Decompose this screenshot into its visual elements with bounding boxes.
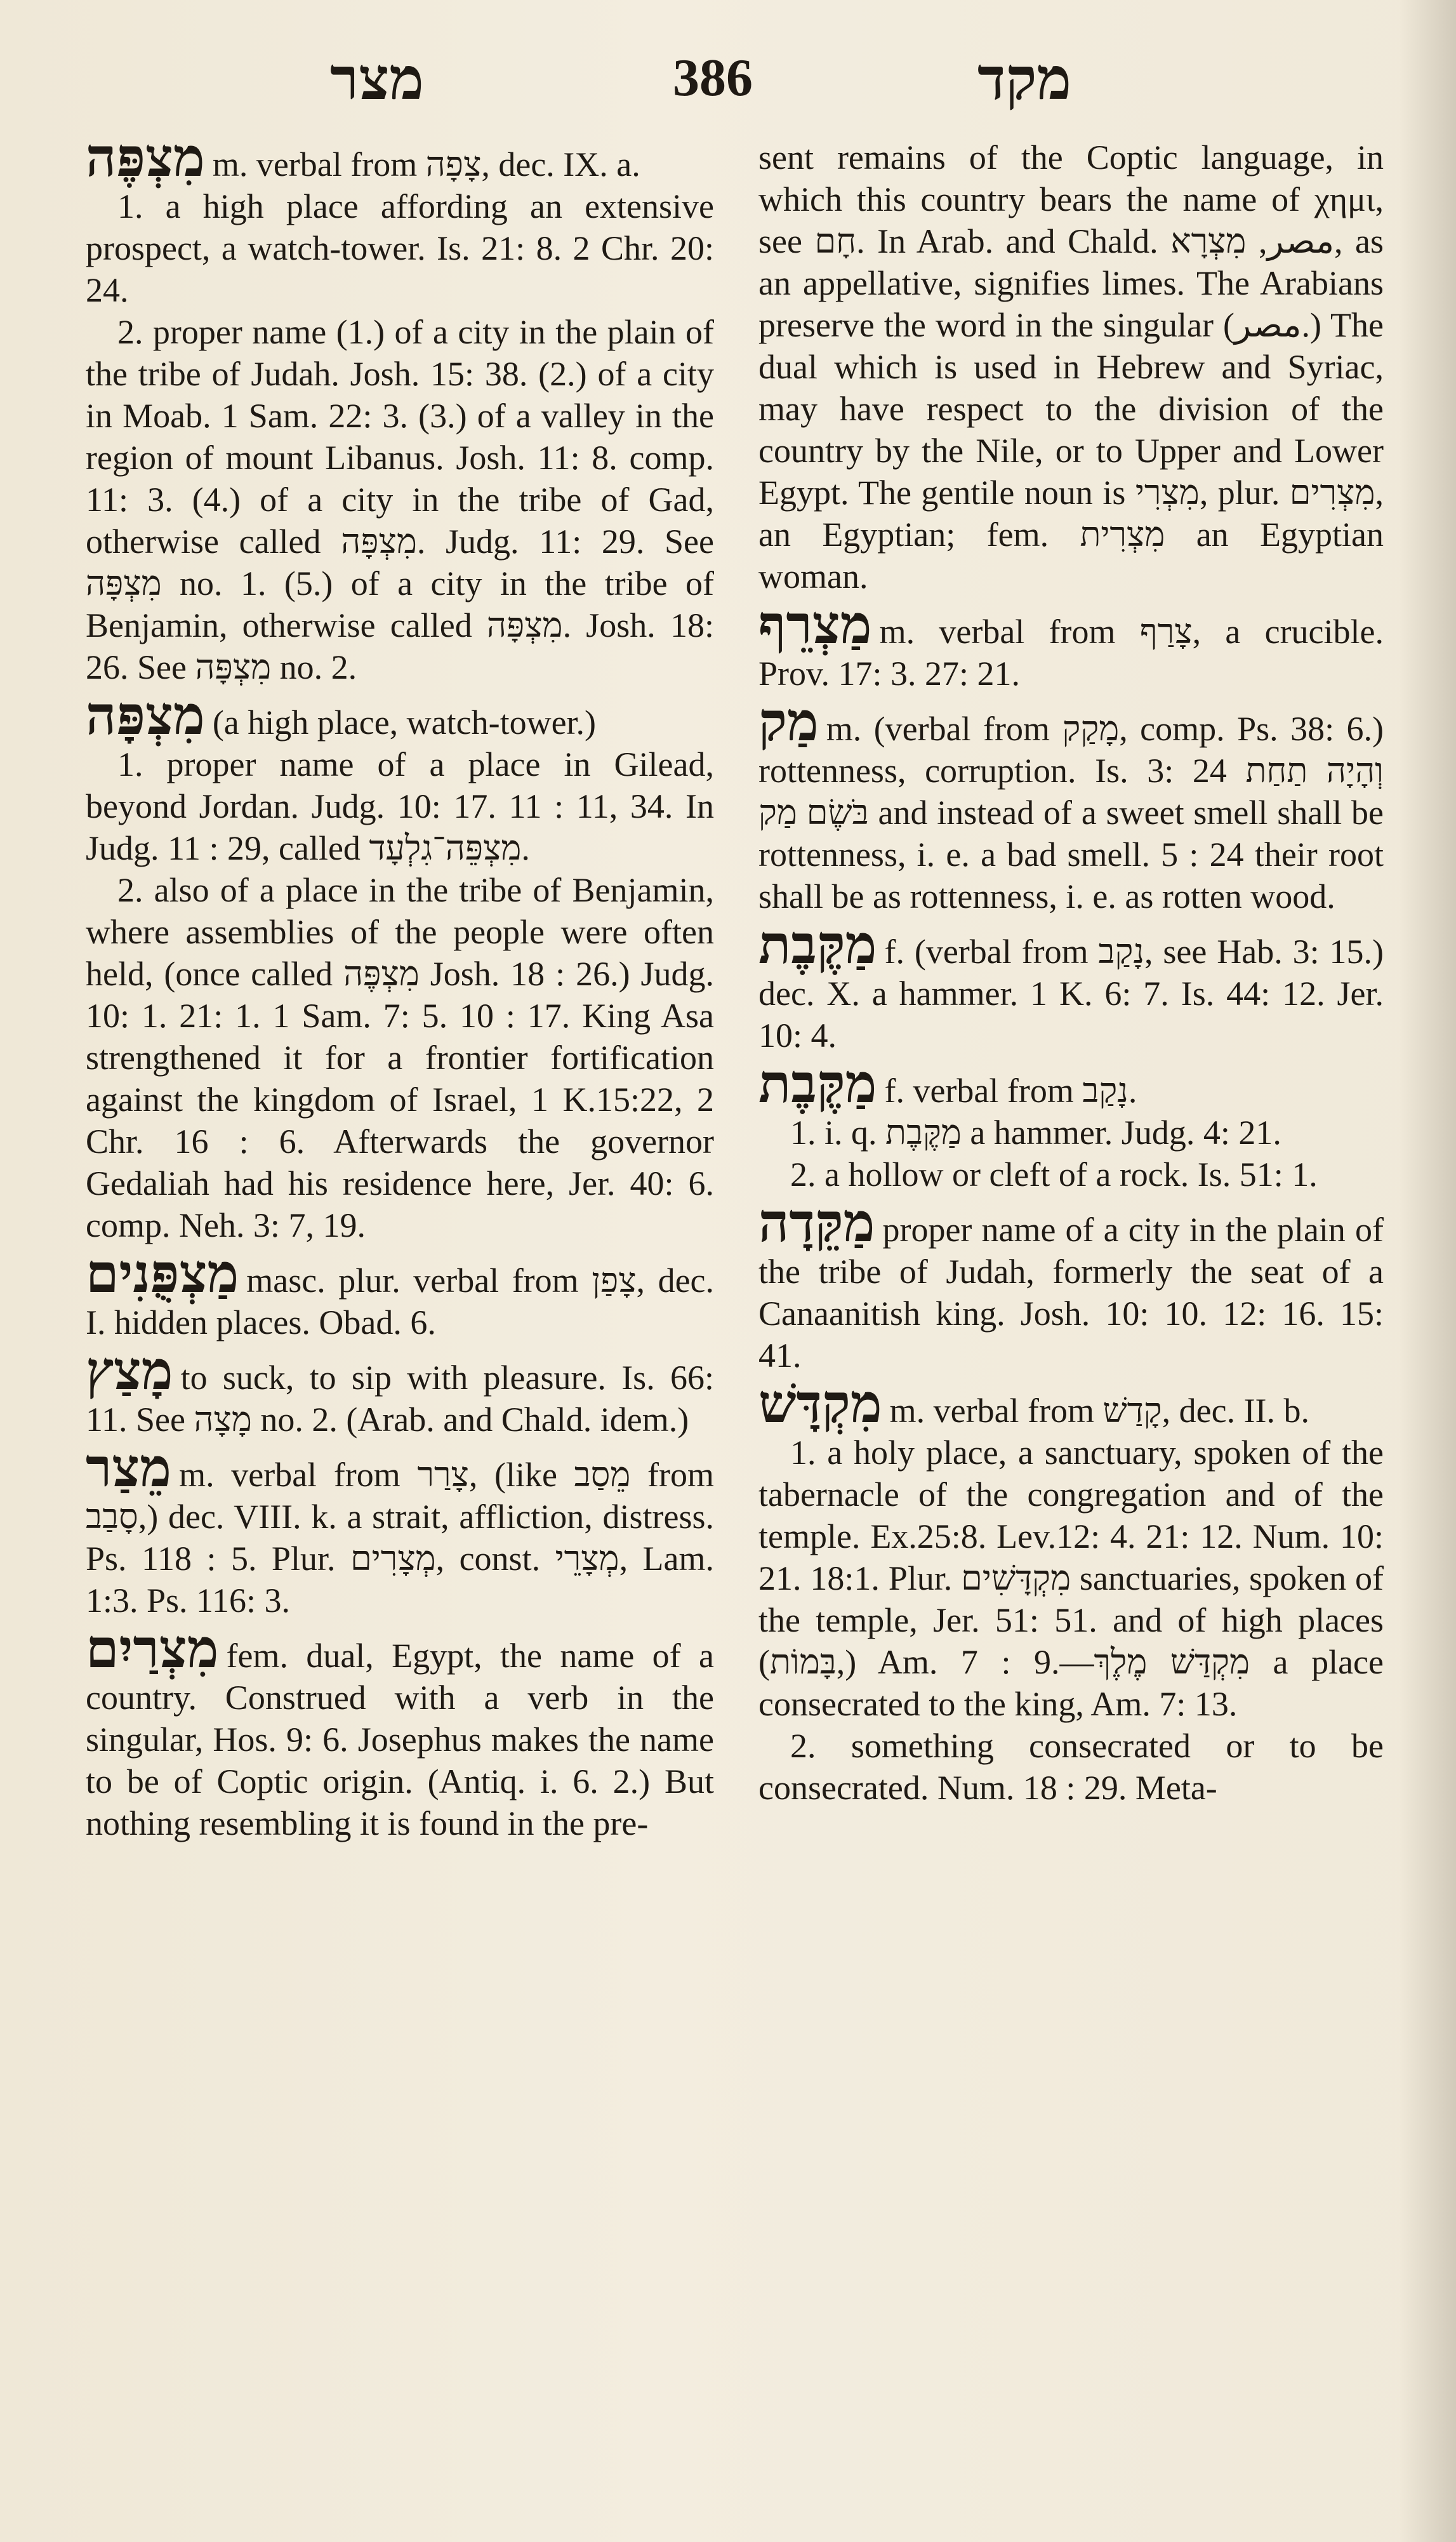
entry-definition: f. verbal from נָקַב. bbox=[884, 1072, 1137, 1110]
entry-first-line bbox=[86, 1242, 714, 1343]
entry-first-line bbox=[758, 593, 1384, 695]
entry-headword: מִצְרַיִם bbox=[86, 1617, 219, 1680]
entry-sense: 2. a hollow or cleft of a rock. Is. 51: 1. bbox=[790, 1155, 1318, 1194]
dictionary-entry bbox=[86, 1339, 714, 1441]
entry-definition: to suck, to sip with pleasure. Is. 66: 11. See מָצָה no. 2. (Arab. and Chald. idem.) bbox=[86, 1359, 714, 1439]
dictionary-entry bbox=[758, 136, 1384, 597]
entry-definition: m. verbal from צָרַר, (like מֵסַב from סָבַב,) dec. VIII. k. a strait, affliction, distress. Ps. 118 : 5. Plur. מְצָרִים, const. מְצָרֵי, Lam. 1:3. Ps. 116: 3. bbox=[86, 1456, 714, 1620]
page-header bbox=[317, 38, 1358, 121]
entry-definition: m. (verbal from מָקַק, comp. Ps. 38: 6.) rottenness, corruption. Is. 3: 24 וְהָיָה תַחַת בֹּשֶׂם מַק and instead of a sweet smell shall be rottenness, i. e. a bad smell. 5 : 24 their root shall be as rottenness, i. e. as rotten wood. bbox=[758, 710, 1384, 915]
entry-definition: fem. dual, Egypt, the name of a country. Construed with a verb in the singular, Hos. 9: 6. Josephus makes the name to be of Coptic origin. (Antiq. i. 6. 2.) But nothing resembling it is found in the pre- bbox=[86, 1637, 714, 1842]
dictionary-entry bbox=[86, 1436, 714, 1621]
dictionary-entry bbox=[86, 1617, 714, 1844]
page-edge-shadow bbox=[1399, 0, 1456, 2542]
entry-first-line bbox=[86, 1617, 714, 1844]
dictionary-entry bbox=[86, 126, 714, 688]
dictionary-entry bbox=[758, 1372, 1384, 1809]
right-column bbox=[758, 136, 1384, 1815]
dictionary-entry bbox=[758, 593, 1384, 695]
dictionary-entry bbox=[86, 684, 714, 1246]
entry-headword: מֵצַר bbox=[86, 1436, 172, 1499]
entry-sense: 1. proper name of a place in Gilead, beyond Jordan. Judg. 10: 17. 11 : 11, 34. In Judg. 11 : 29, called מִצְפֵּה־גִלְעָד. bbox=[86, 745, 714, 867]
entry-sense: 2. proper name (1.) of a city in the plain of the tribe of Judah. Josh. 15: 38. (2.) of a city in Moab. 1 Sam. 22: 3. (3.) of a valley in the region of mount Libanus. Josh. 11: 8. comp. 11: 3. (4.) of a city in the tribe of Gad, otherwise called מִצְפָּה. Judg. 11: 29. See מִצְפָּה no. 1. (5.) of a city in the tribe of Benjamin, otherwise called מִצְפָּה. Josh. 18: 26. See מִצְפָּה no. 2. bbox=[86, 313, 714, 686]
dictionary-entry bbox=[86, 1242, 714, 1343]
entry-headword: מַקֶּבֶת bbox=[758, 1052, 877, 1115]
dictionary-entry bbox=[758, 1191, 1384, 1376]
entry-sense: 2. also of a place in the tribe of Benjamin, where assemblies of the people were often held, (once called מִצְפֶּה Josh. 18 : 26.) Judg. 10: 1. 21: 1. 1 Sam. 7: 5. 10 : 17. King Asa strengthened it for a frontier fortification against the kingdom of Israel, 1 K.15:22, 2 Chr. 16 : 6. Afterwards the governor Gedaliah had his residence here, Jer. 40: 6. comp. Neh. 3: 7, 19. bbox=[86, 871, 714, 1244]
entry-first-line bbox=[86, 126, 714, 189]
entry-definition: proper name of a city in the plain of the tribe of Judah, formerly the seat of a Canaanitish king. Josh. 10: 10. 12: 16. 15: 41. bbox=[758, 1211, 1384, 1374]
entry-definition: f. (verbal from נָקַב, see Hab. 3: 15.) dec. X. a hammer. 1 K. 6: 7. Is. 44: 12. Jer. 10: 4. bbox=[758, 933, 1384, 1055]
entry-first-line bbox=[86, 1436, 714, 1621]
entry-first-line bbox=[86, 684, 714, 747]
entry-definition: m. verbal from צָפָה, dec. IX. a. bbox=[212, 145, 640, 183]
entry-definition: sent remains of the Coptic language, in which this country bears the name of χημι, see חָם. In Arab. and Chald. مصر, מִצְרָא, as an appellative, signifies limes. The Arabians preserve the word in the singular (مصر.) The dual which is used in Hebrew and Syriac, may have respect to the division of the country by the Nile, or to Upper and Lower Egypt. The gentile noun is מִצְרִי, plur. מִצְרִים, an Egyptian; fem. מִצְרִית an Egyptian woman. bbox=[758, 138, 1384, 596]
page-number: 386 bbox=[673, 48, 753, 107]
entry-headword: מַקֶּבֶת bbox=[758, 913, 877, 976]
entry-sense: 1. i. q. מַקֶּבֶת a hammer. Judg. 4: 21. bbox=[790, 1114, 1281, 1152]
dictionary-entry bbox=[758, 690, 1384, 917]
entry-sense: 2. something consecrated or to be consecrated. Num. 18 : 29. Meta- bbox=[758, 1727, 1384, 1807]
entry-headword: מַקֵּדָה bbox=[758, 1191, 875, 1254]
entry-sense: 1. a holy place, a sanctuary, spoken of the tabernacle of the congregation and of the temple. Ex.25:8. Lev.12: 4. 21: 12. Num. 10: 21. 18:1. Plur. מִקְדָּשִׁים sanctuaries, spoken of the temple, Jer. 51: 51. and of high places (בָּמוֹת,) Am. 7 : 9.—מִקְדַּשׁ מֶלֶךְ a place consecrated to the king, Am. 7: 13. bbox=[758, 1434, 1384, 1723]
entry-definition: masc. plur. verbal from צָפַן, dec. I. hidden places. Obad. 6. bbox=[86, 1261, 714, 1341]
entry-headword: מַצְפֻּנִים bbox=[86, 1242, 239, 1305]
entry-first-line bbox=[758, 690, 1384, 917]
entry-definition: m. verbal from צָרַף, a crucible. Prov. 17: 3. 27: 21. bbox=[758, 613, 1384, 693]
entry-sense: 1. a high place affording an extensive prospect, a watch-tower. Is. 21: 8. 2 Chr. 20: 24. bbox=[86, 187, 714, 309]
entry-headword: מַק bbox=[758, 690, 819, 753]
running-head-left: מצר bbox=[330, 44, 424, 113]
left-column bbox=[86, 126, 714, 1851]
entry-headword: מַצְרֵף bbox=[758, 593, 872, 656]
entry-definition: m. verbal from קָדַשׁ, dec. II. b. bbox=[889, 1392, 1310, 1430]
dictionary-entry bbox=[758, 1052, 1384, 1195]
entry-first-line bbox=[758, 136, 1384, 597]
entry-headword: מִצְפֶּה bbox=[86, 126, 205, 189]
entry-headword: מִקְדָּשׁ bbox=[758, 1372, 882, 1435]
entry-first-line bbox=[758, 1372, 1384, 1435]
dictionary-entry bbox=[758, 913, 1384, 1056]
entry-first-line bbox=[758, 1191, 1384, 1376]
entry-definition: (a high place, watch-tower.) bbox=[212, 703, 597, 742]
entry-headword: מָצַץ bbox=[86, 1339, 173, 1402]
entry-first-line bbox=[758, 913, 1384, 1056]
entry-first-line bbox=[758, 1052, 1384, 1115]
entry-headword: מִצְפָּה bbox=[86, 684, 205, 747]
entry-first-line bbox=[86, 1339, 714, 1441]
running-head-right: מקד bbox=[977, 44, 1072, 113]
